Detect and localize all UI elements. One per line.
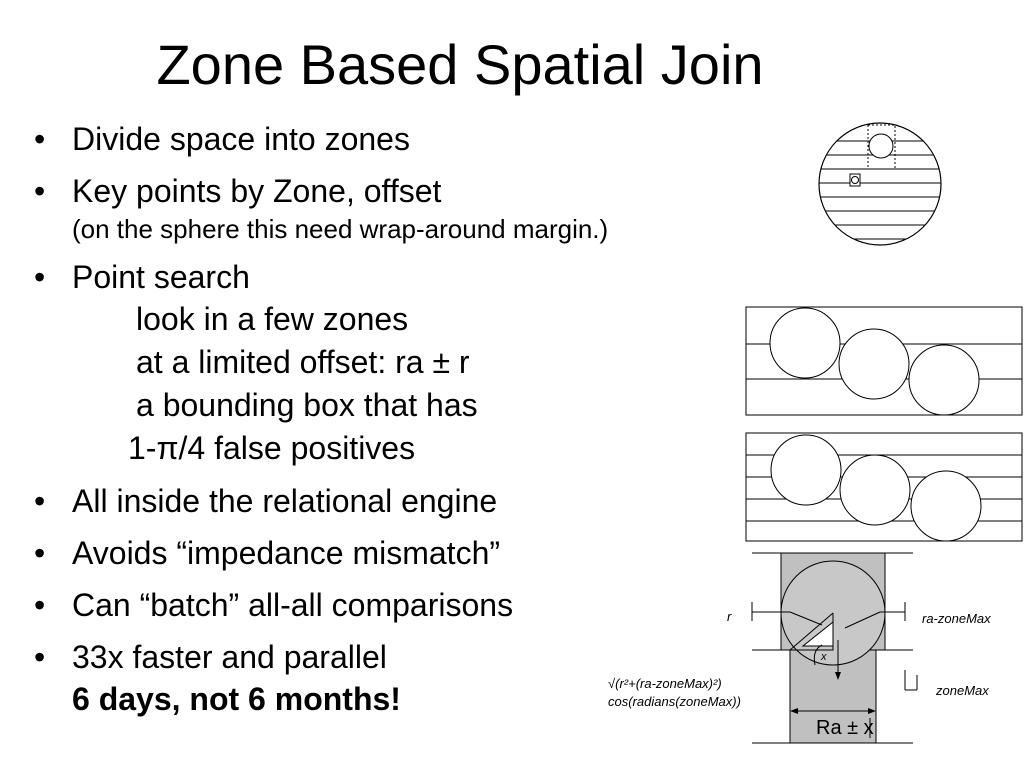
bullet-marker: • <box>34 535 46 571</box>
label-ra-plus-minus-x: Ra ± x <box>816 717 874 739</box>
label-ra-zonemax: ra-zoneMax <box>922 611 991 626</box>
bullet-bold-emphasis: 6 days, not 6 months! <box>72 681 401 717</box>
search-detail-line: a bounding box that has <box>136 387 478 423</box>
bullet-marker: • <box>34 173 46 209</box>
bullet-subtext: (on the sphere this need wrap-around margin.) <box>72 214 609 244</box>
zone-circle <box>909 345 979 415</box>
bullet-text: 33x faster and parallel <box>72 639 387 675</box>
small-circle <box>852 177 859 184</box>
zone-circle <box>840 455 910 525</box>
offset-geometry-diagram <box>752 553 917 743</box>
bullet-marker: • <box>34 639 46 675</box>
bullet-marker: • <box>34 121 46 157</box>
search-detail-line: 1-π/4 false positives <box>128 430 416 466</box>
zone-circle <box>771 435 841 505</box>
bullet-text: Point search <box>72 259 250 295</box>
bullet-text: All inside the relational engine <box>72 483 498 519</box>
label-formula-numerator: √(r²+(ra-zoneMax)²) <box>608 676 722 691</box>
bullet-text: Key points by Zone, offset <box>72 173 442 209</box>
zone-circle <box>770 308 840 378</box>
sphere-zones-diagram <box>815 123 945 245</box>
zone-circle <box>839 329 909 399</box>
bullet-marker: • <box>34 587 46 623</box>
label-r: r <box>727 609 732 624</box>
bullet-marker: • <box>34 259 46 295</box>
search-detail-line: at a limited offset: ra ± r <box>136 344 470 380</box>
label-zonemax: zoneMax <box>936 683 989 698</box>
bullet-text: Can “batch” all-all comparisons <box>72 587 514 623</box>
search-circle <box>869 134 893 158</box>
zone-strip-diagram-2 <box>746 433 1022 541</box>
zone-circle <box>911 471 981 541</box>
bullet-text: Avoids “impedance mismatch” <box>72 535 501 571</box>
bullet-marker: • <box>34 483 46 519</box>
zone-strip-diagram-1 <box>746 307 1022 415</box>
bullet-text: Divide space into zones <box>72 121 410 157</box>
label-x: x <box>821 651 827 663</box>
slide-title: Zone Based Spatial Join <box>156 33 764 96</box>
label-formula-denominator: cos(radians(zoneMax)) <box>608 694 741 709</box>
search-detail-line: look in a few zones <box>136 301 409 337</box>
